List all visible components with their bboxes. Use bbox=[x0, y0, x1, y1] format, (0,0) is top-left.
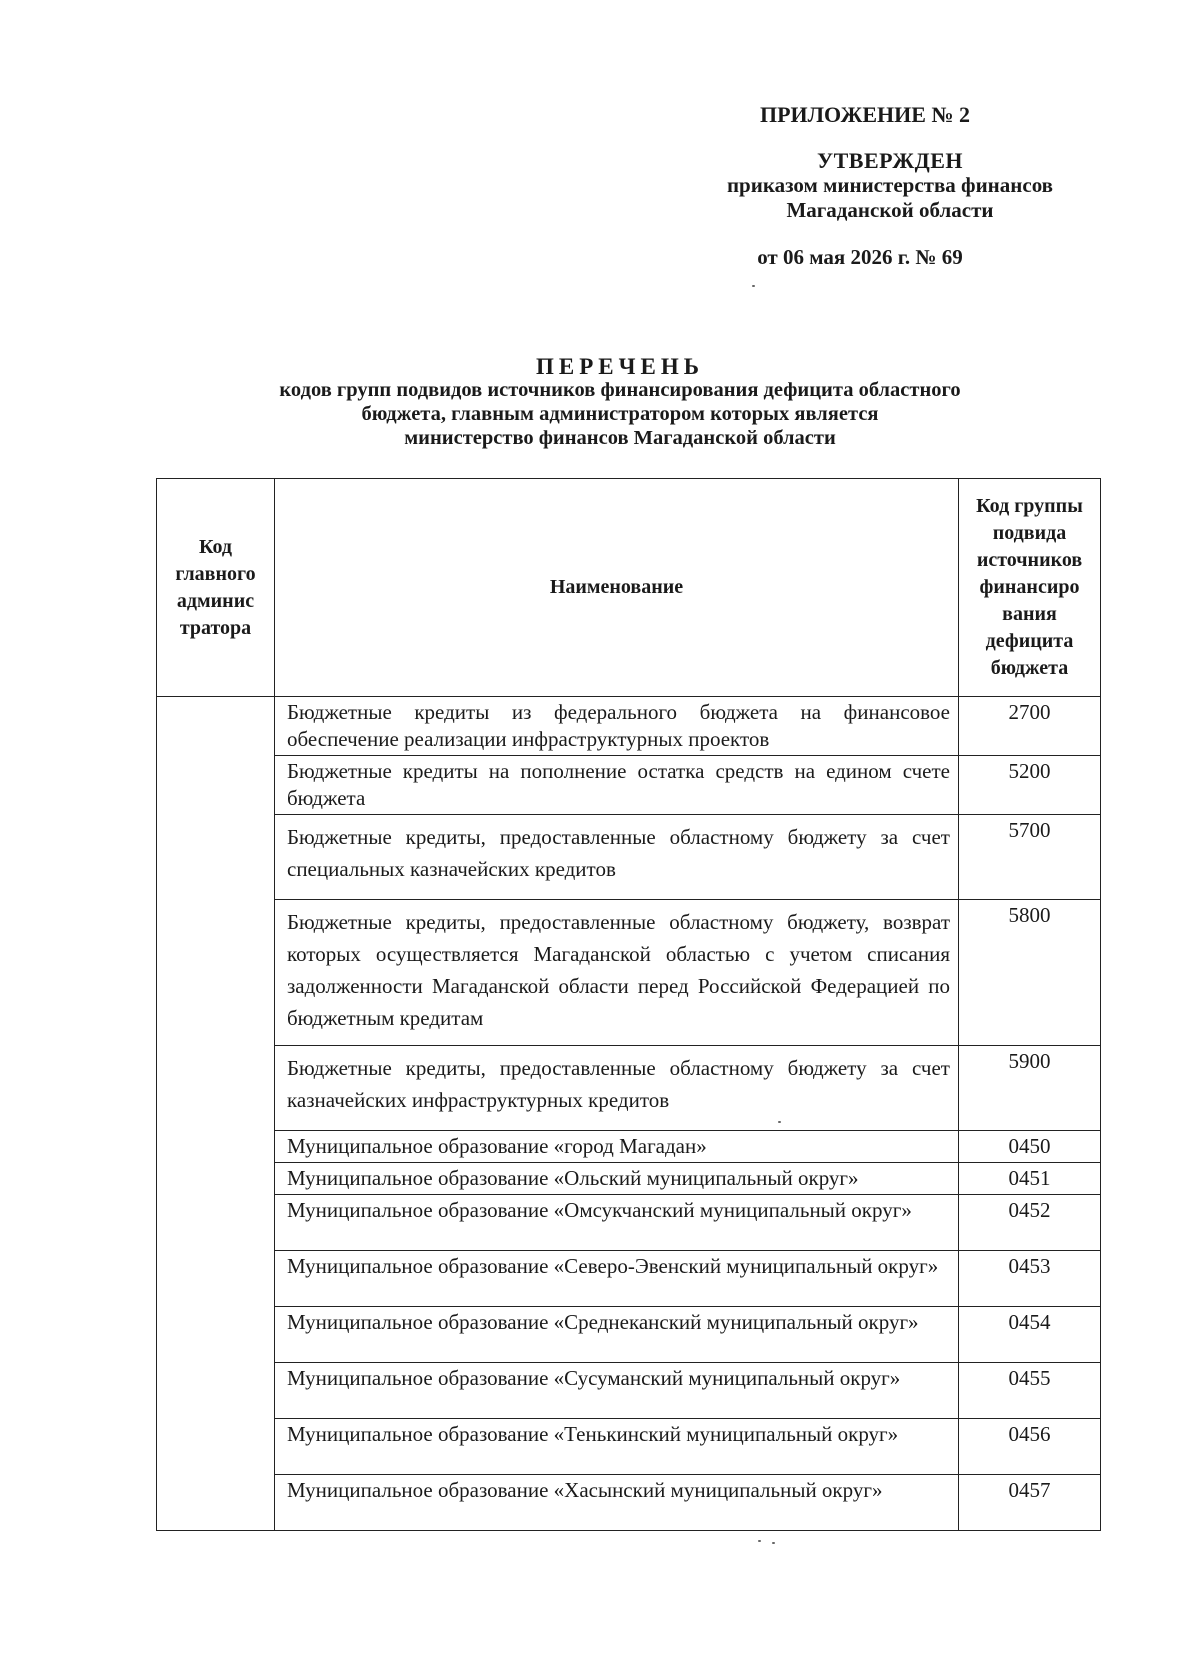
table-row bbox=[157, 1419, 1101, 1475]
table-row bbox=[157, 815, 1101, 900]
row-name: Бюджетные кредиты, предоставленные областному бюджету за счет специальных казначейских кредитов bbox=[275, 815, 959, 900]
header-admin-code: Код главного админис тратора bbox=[157, 479, 275, 697]
row-code: 0451 bbox=[959, 1163, 1101, 1195]
subtitle-line-2: бюджета, главным администратором которых является bbox=[361, 403, 879, 425]
row-name: Муниципальное образование «Хасынский муниципальный округ» bbox=[275, 1475, 959, 1531]
row-name: Муниципальное образование «Среднеканский муниципальный округ» bbox=[275, 1307, 959, 1363]
row-name: Бюджетные кредиты, предоставленные областному бюджету за счет казначейских инфраструктурных кредитов bbox=[275, 1046, 959, 1131]
header-name: Наименование bbox=[275, 479, 959, 697]
row-name: Муниципальное образование «Сусуманский муниципальный округ» bbox=[275, 1363, 959, 1419]
table-row bbox=[157, 1131, 1101, 1163]
document-subtitle bbox=[200, 378, 1040, 450]
approval-block bbox=[680, 148, 1100, 223]
scan-speck bbox=[752, 285, 755, 287]
admin-code-cell bbox=[157, 697, 275, 1531]
row-code: 5200 bbox=[959, 756, 1101, 815]
document-title: ПЕРЕЧЕНЬ bbox=[536, 354, 704, 379]
table-row bbox=[157, 1307, 1101, 1363]
row-code: 0455 bbox=[959, 1363, 1101, 1419]
row-name: Муниципальное образование «город Магадан» bbox=[275, 1131, 959, 1163]
table-row bbox=[157, 900, 1101, 1046]
row-name: Муниципальное образование «Ольский муниципальный округ» bbox=[275, 1163, 959, 1195]
row-code: 0456 bbox=[959, 1419, 1101, 1475]
approved-region-line: Магаданской области bbox=[786, 198, 994, 222]
row-code: 5900 bbox=[959, 1046, 1101, 1131]
row-code: 0457 bbox=[959, 1475, 1101, 1531]
row-code: 5700 bbox=[959, 815, 1101, 900]
table-row bbox=[157, 1251, 1101, 1307]
subtitle-line-1: кодов групп подвидов источников финансирования дефицита областного bbox=[279, 379, 961, 401]
scan-speck bbox=[772, 1542, 775, 1544]
scan-speck bbox=[778, 1121, 781, 1123]
scan-speck bbox=[758, 1540, 761, 1542]
header-group-code: Код группы подвида источников финансиро вания дефицита бюджета bbox=[959, 479, 1101, 697]
appendix-label: ПРИЛОЖЕНИЕ № 2 bbox=[760, 102, 971, 127]
approved-title: УТВЕРЖДЕН bbox=[816, 148, 963, 173]
table-header-row bbox=[157, 479, 1101, 697]
row-name: Муниципальное образование «Омсукчанский муниципальный округ» bbox=[275, 1195, 959, 1251]
row-name: Бюджетные кредиты из федерального бюджета на финансовое обеспечение реализации инфраструктурных проектов bbox=[275, 697, 959, 756]
subtitle-line-3: министерство финансов Магаданской области bbox=[404, 427, 836, 449]
row-code: 0454 bbox=[959, 1307, 1101, 1363]
row-name: Муниципальное образование «Тенькинский муниципальный округ» bbox=[275, 1419, 959, 1475]
row-name: Бюджетные кредиты, предоставленные областному бюджету, возврат которых осуществляется Магаданской областью с учетом списания задолженности Магаданской области перед Российской Федерацией по бюджетным кредитам bbox=[275, 900, 959, 1046]
row-name: Бюджетные кредиты на пополнение остатка средств на едином счете бюджета bbox=[275, 756, 959, 815]
row-code: 5800 bbox=[959, 900, 1101, 1046]
table-row bbox=[157, 1475, 1101, 1531]
approved-by-line: приказом министерства финансов bbox=[726, 173, 1054, 197]
table-row bbox=[157, 1363, 1101, 1419]
row-name: Муниципальное образование «Северо-Эвенский муниципальный округ» bbox=[275, 1251, 959, 1307]
row-code: 0450 bbox=[959, 1131, 1101, 1163]
table-row bbox=[157, 697, 1101, 756]
row-code: 0453 bbox=[959, 1251, 1101, 1307]
table-row bbox=[157, 756, 1101, 815]
row-code: 0452 bbox=[959, 1195, 1101, 1251]
table-row bbox=[157, 1195, 1101, 1251]
table-row bbox=[157, 1163, 1101, 1195]
table-row bbox=[157, 1046, 1101, 1131]
order-date: от 06 мая 2026 г. № 69 bbox=[757, 245, 963, 269]
codes-table bbox=[156, 478, 1101, 1531]
row-code: 2700 bbox=[959, 697, 1101, 756]
